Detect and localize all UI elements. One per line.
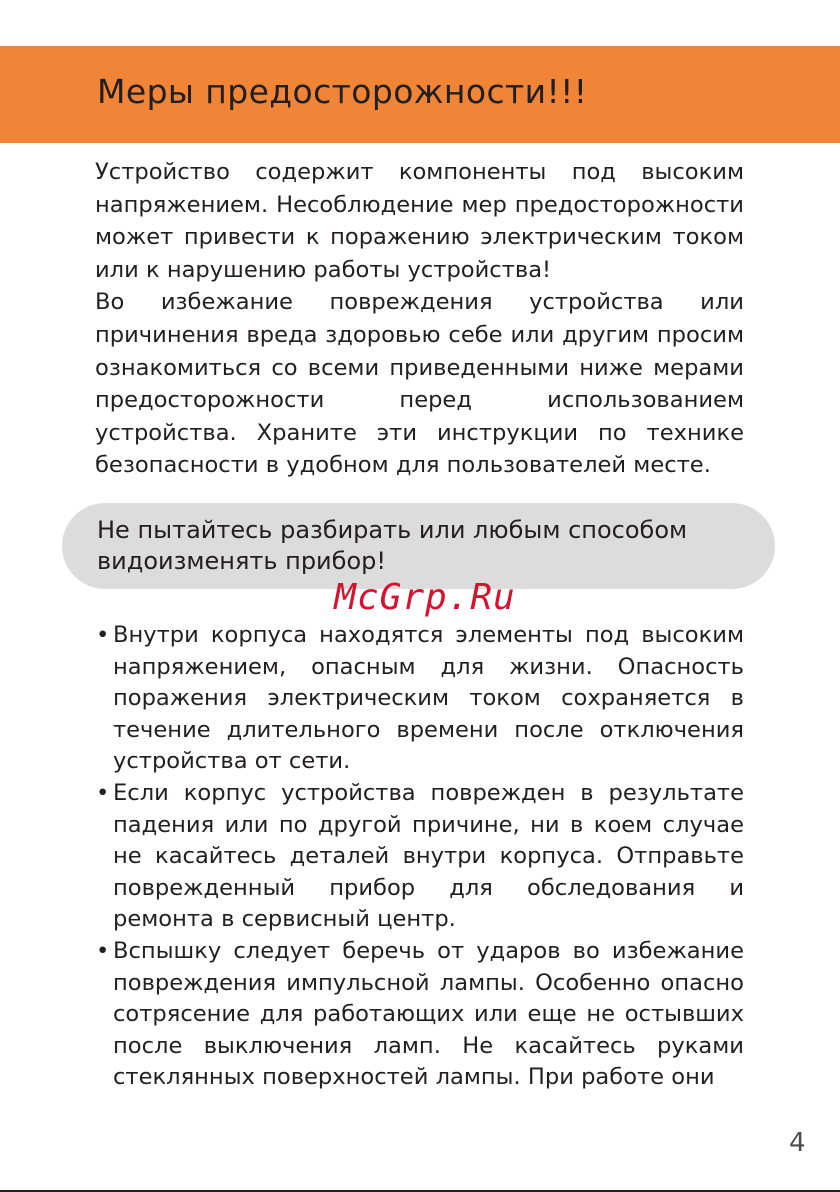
bullet-icon: •	[96, 937, 110, 964]
bullet-icon: •	[96, 622, 110, 648]
warning-text: Не пытайтесь разбирать или любым способом видоизменять прибор!	[97, 516, 688, 575]
list-item-text: Вспышку следует беречь от ударов во избежание повреждения импульсной лампы. Особенно опасно сотрясение для работающих или еще не остывших после выключения ламп. Не касайтесь руками стеклянных поверхностей лампы. При работе они	[113, 937, 744, 1091]
intro-paragraph: Во избежание повреждения устройства или причинения вреда здоровью себе или другим просим ознакомиться со всеми приведенными ниже мерами предосторожности перед использованием устройства. Храните эти инструкции по технике безопасности в удобном для пользователей месте.	[95, 289, 744, 479]
intro-paragraph: Устройство содержит компоненты под высоким напряжением. Несоблюдение мер предосторожности может привести к поражению электрическим током или к нарушению работы устройства!	[95, 159, 744, 283]
list-item	[96, 620, 744, 778]
list-item-text: Если корпус устройства поврежден в результате падения или по другой причине, ни в коем случае не касайтесь деталей внутри корпуса. Отправьте поврежденный прибор для обследования и ремонта в сервисный центр.	[113, 779, 744, 933]
list-item	[96, 936, 744, 1094]
list-item	[96, 778, 744, 936]
watermark: McGrp.Ru	[334, 577, 516, 618]
page-title: Меры предосторожности!!!	[97, 72, 588, 111]
page-number: 4	[789, 1128, 806, 1158]
bullet-icon: •	[96, 779, 110, 806]
precautions-list	[96, 620, 744, 1094]
intro-section	[95, 156, 744, 482]
list-item-text: Внутри корпуса находятся элементы под высоким напряжением, опасным для жизни. Опасность поражения электрическим током сохраняется в течение длительного времени после отключения устройства от сети.	[113, 622, 744, 775]
